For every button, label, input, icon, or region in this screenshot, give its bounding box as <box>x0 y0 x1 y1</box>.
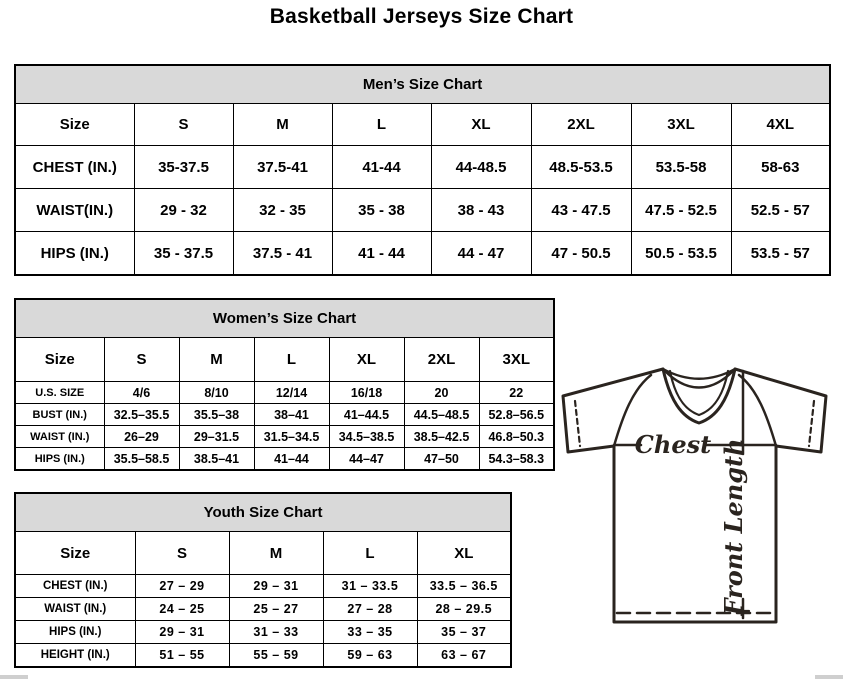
cell: 32.5–35.5 <box>104 404 179 426</box>
scrollbar-fragment-right <box>815 675 843 679</box>
row-label: HIPS (IN.) <box>15 448 104 471</box>
row-label: CHEST (IN.) <box>15 575 135 598</box>
cell: 50.5 - 53.5 <box>631 232 731 276</box>
cell: 58-63 <box>731 146 830 189</box>
cell: 44-48.5 <box>431 146 531 189</box>
column-header: XL <box>329 338 404 382</box>
page-title: Basketball Jerseys Size Chart <box>269 5 574 28</box>
table-row <box>15 299 554 338</box>
cell: 35 - 38 <box>332 189 431 232</box>
row-label: HEIGHT (IN.) <box>15 644 135 668</box>
cell: 43 - 47.5 <box>531 189 631 232</box>
cell: 33.5 – 36.5 <box>417 575 511 598</box>
column-header: 2XL <box>404 338 479 382</box>
column-header: M <box>229 532 323 575</box>
cell: 25 – 27 <box>229 598 323 621</box>
scrollbar-fragment-left <box>0 675 28 679</box>
table-row <box>15 448 554 471</box>
column-header: S <box>104 338 179 382</box>
youth-size-table <box>14 492 512 668</box>
table-row <box>15 382 554 404</box>
cell: 44 - 47 <box>431 232 531 276</box>
row-label: WAIST (IN.) <box>15 598 135 621</box>
cell: 41–44 <box>254 448 329 471</box>
column-header: 2XL <box>531 104 631 146</box>
column-header: XL <box>417 532 511 575</box>
mens-size-table <box>14 64 831 276</box>
column-header: S <box>135 532 229 575</box>
cell: 44.5–48.5 <box>404 404 479 426</box>
column-header: 3XL <box>479 338 554 382</box>
cell: 29–31.5 <box>179 426 254 448</box>
cell: 41 - 44 <box>332 232 431 276</box>
cell: 24 – 25 <box>135 598 229 621</box>
cell: 37.5-41 <box>233 146 332 189</box>
cell: 31 – 33 <box>229 621 323 644</box>
cell: 54.3–58.3 <box>479 448 554 471</box>
cell: 34.5–38.5 <box>329 426 404 448</box>
table-row <box>15 493 511 532</box>
cell: 29 – 31 <box>229 575 323 598</box>
mens-chart-title: Men’s Size Chart <box>15 65 830 104</box>
column-header: Size <box>15 104 134 146</box>
column-header: Size <box>15 532 135 575</box>
youth-chart-title: Youth Size Chart <box>15 493 511 532</box>
table-row <box>15 146 830 189</box>
cell: 47 - 50.5 <box>531 232 631 276</box>
cell: 53.5-58 <box>631 146 731 189</box>
cell: 20 <box>404 382 479 404</box>
row-label: BUST (IN.) <box>15 404 104 426</box>
cell: 37.5 - 41 <box>233 232 332 276</box>
table-row <box>15 532 511 575</box>
table-row <box>15 404 554 426</box>
table-row <box>15 189 830 232</box>
cell: 52.8–56.5 <box>479 404 554 426</box>
cell: 44–47 <box>329 448 404 471</box>
cell: 27 – 28 <box>323 598 417 621</box>
column-header: S <box>134 104 233 146</box>
cell: 47.5 - 52.5 <box>631 189 731 232</box>
table-row <box>15 598 511 621</box>
cell: 55 – 59 <box>229 644 323 668</box>
cell: 4/6 <box>104 382 179 404</box>
cell: 35.5–58.5 <box>104 448 179 471</box>
chest-label: Chest <box>634 430 712 459</box>
cell: 28 – 29.5 <box>417 598 511 621</box>
cell: 38.5–41 <box>179 448 254 471</box>
column-header: L <box>254 338 329 382</box>
column-header: Size <box>15 338 104 382</box>
column-header: 4XL <box>731 104 830 146</box>
cell: 35 - 37.5 <box>134 232 233 276</box>
cell: 38 - 43 <box>431 189 531 232</box>
row-label: HIPS (IN.) <box>15 621 135 644</box>
cell: 22 <box>479 382 554 404</box>
cell: 52.5 - 57 <box>731 189 830 232</box>
cell: 63 – 67 <box>417 644 511 668</box>
table-row <box>15 65 830 104</box>
cell: 41–44.5 <box>329 404 404 426</box>
cell: 35-37.5 <box>134 146 233 189</box>
column-header: 3XL <box>631 104 731 146</box>
table-row <box>15 644 511 668</box>
cell: 47–50 <box>404 448 479 471</box>
column-header: XL <box>431 104 531 146</box>
table-row <box>15 232 830 276</box>
cell: 33 – 35 <box>323 621 417 644</box>
cell: 35.5–38 <box>179 404 254 426</box>
jersey-diagram <box>553 355 843 637</box>
cell: 29 - 32 <box>134 189 233 232</box>
column-header: L <box>332 104 431 146</box>
cell: 46.8–50.3 <box>479 426 554 448</box>
table-row <box>15 104 830 146</box>
row-label: CHEST (IN.) <box>15 146 134 189</box>
cell: 26–29 <box>104 426 179 448</box>
table-row <box>15 575 511 598</box>
cell: 16/18 <box>329 382 404 404</box>
row-label: WAIST (IN.) <box>15 426 104 448</box>
cell: 8/10 <box>179 382 254 404</box>
cell: 38–41 <box>254 404 329 426</box>
column-header: L <box>323 532 417 575</box>
cell: 38.5–42.5 <box>404 426 479 448</box>
row-label: HIPS (IN.) <box>15 232 134 276</box>
cell: 12/14 <box>254 382 329 404</box>
womens-size-table <box>14 298 555 471</box>
cell: 29 – 31 <box>135 621 229 644</box>
womens-chart-title: Women’s Size Chart <box>15 299 554 338</box>
cell: 51 – 55 <box>135 644 229 668</box>
cell: 59 – 63 <box>323 644 417 668</box>
cell: 41-44 <box>332 146 431 189</box>
table-row <box>15 621 511 644</box>
cell: 31.5–34.5 <box>254 426 329 448</box>
cell: 53.5 - 57 <box>731 232 830 276</box>
table-row <box>15 426 554 448</box>
row-label: U.S. SIZE <box>15 382 104 404</box>
table-row <box>15 338 554 382</box>
front-length-label: Front Length <box>719 438 748 616</box>
cell: 31 – 33.5 <box>323 575 417 598</box>
cell: 35 – 37 <box>417 621 511 644</box>
cell: 48.5-53.5 <box>531 146 631 189</box>
row-label: WAIST(IN.) <box>15 189 134 232</box>
cell: 27 – 29 <box>135 575 229 598</box>
cell: 32 - 35 <box>233 189 332 232</box>
column-header: M <box>233 104 332 146</box>
column-header: M <box>179 338 254 382</box>
